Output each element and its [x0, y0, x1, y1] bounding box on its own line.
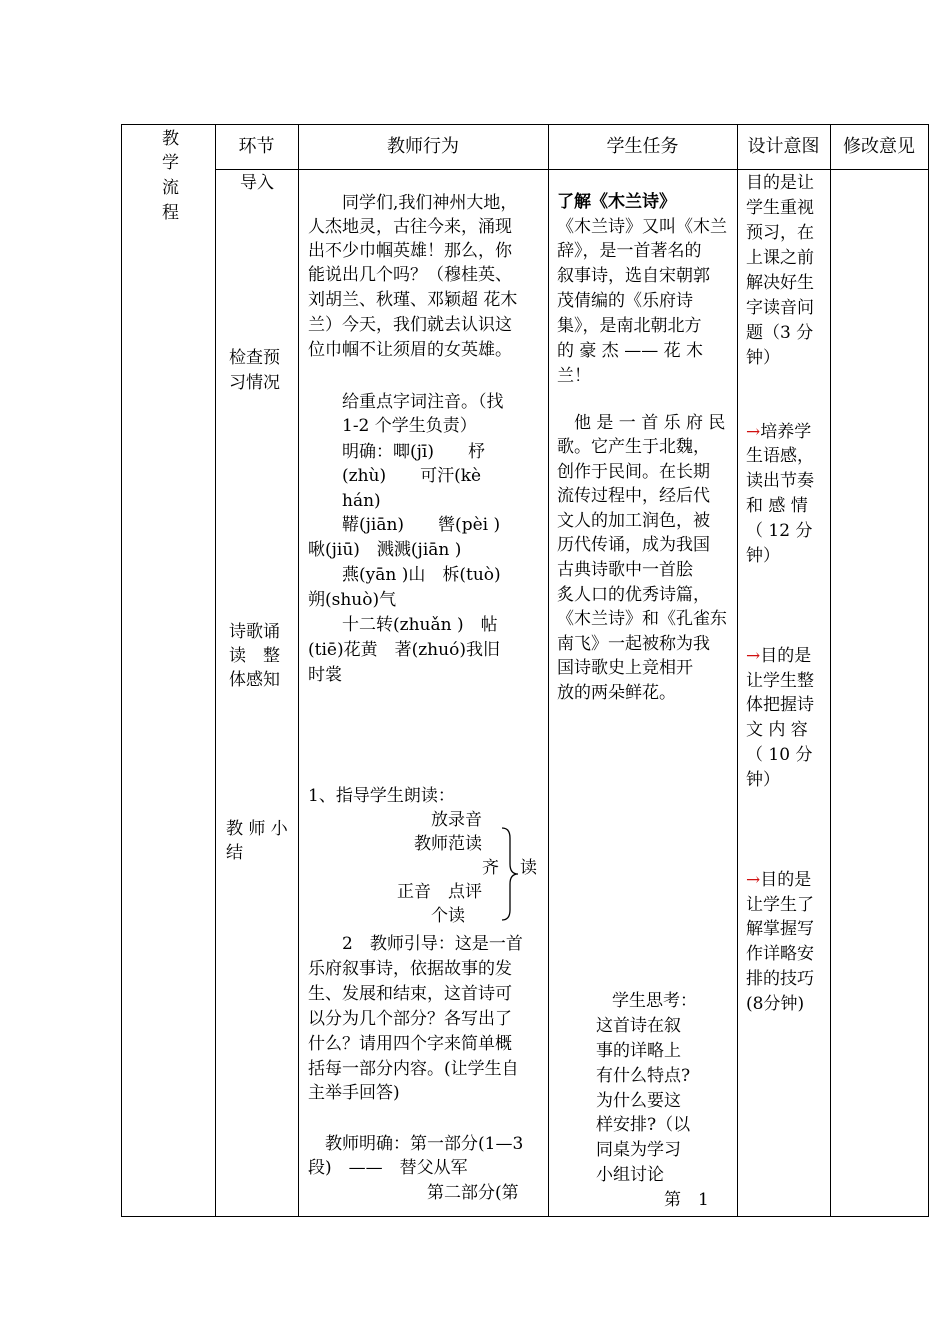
- text-line: 能说出几个吗？（穆桂英、: [308, 265, 512, 285]
- text-line: 位巾帼不让须眉的女英雄。: [308, 340, 512, 360]
- text-line: 茂倩编的《乐府诗: [557, 291, 693, 311]
- text-line: (8分钟): [746, 994, 805, 1014]
- text-line: (zhù) 可汗(kè: [308, 466, 482, 486]
- text-line: 以分为几个部分？各写出了: [308, 1009, 512, 1029]
- text-line: [746, 421, 811, 445]
- reading-step: 正音 点评: [397, 882, 482, 902]
- table-right-border: [928, 124, 929, 1217]
- reading-step: 放录音: [431, 810, 482, 830]
- text-line: 同桌为学习: [596, 1140, 681, 1160]
- right-brace-icon: [500, 826, 520, 922]
- text-line: [746, 645, 811, 669]
- text-line: 让学生了: [746, 895, 814, 915]
- teacher-guide-title: 1、指导学生朗读：: [308, 786, 455, 806]
- student-title: 了解《木兰诗》: [557, 192, 676, 212]
- col-divider-2: [298, 124, 299, 1217]
- col-divider-5: [830, 124, 831, 1217]
- table-bottom-border: [121, 1216, 929, 1217]
- col-divider-3: [548, 124, 549, 1217]
- text-line: 上课之前: [746, 248, 814, 268]
- text-line: 明确：唧(jī) 杼: [308, 442, 485, 462]
- text-line: 什么？请用四个字来简单概: [308, 1034, 512, 1054]
- text-line: 2 教师引导：这是一首: [308, 934, 523, 954]
- reading-brace-label: 读: [520, 858, 537, 878]
- text-line: 和 感 情: [746, 496, 808, 516]
- text-line: 样安排?（以: [596, 1115, 691, 1135]
- col-divider-1: [215, 124, 216, 1217]
- text-line: 小组讨论: [596, 1165, 664, 1185]
- text-line: 第 1: [596, 1190, 709, 1210]
- header-bottom-border: [215, 169, 929, 170]
- text-line: 辞》，是一首著名的: [557, 241, 702, 261]
- segment-recite-line: 体感知: [229, 670, 280, 690]
- header-revise: 修改意见: [843, 136, 915, 157]
- text-line: 排的技巧: [746, 969, 814, 989]
- text-line: 古典诗歌中一首脍: [557, 560, 693, 580]
- segment-recite-line: 诗歌诵: [229, 622, 280, 642]
- segment-check-line: 习情况: [229, 373, 280, 393]
- text-line: 钟）: [746, 546, 780, 566]
- text-line: 教师明确：第一部分(1—3: [308, 1134, 524, 1154]
- table-left-border: [121, 124, 122, 1217]
- text-line: 歌。它产生于北魏，: [557, 437, 710, 457]
- text-line: 这首诗在叙: [596, 1016, 681, 1036]
- text-line: 历代传诵，成为我国: [557, 535, 710, 555]
- text-line: 学生重视: [746, 198, 814, 218]
- text-line: 兰！: [557, 366, 591, 386]
- text-line: 创作于民间。在长期: [557, 462, 710, 482]
- text-line: （ 10 分: [746, 745, 813, 765]
- text-line: 段) —— 替父从军: [308, 1158, 468, 1178]
- text-line: 炙人口的优秀诗篇，: [557, 585, 710, 605]
- text-line: 燕(yān )山 柝(tuò): [308, 565, 501, 585]
- text-line: 解决好生: [746, 273, 814, 293]
- text-line: 兰）今天，我们就去认识这: [308, 315, 512, 335]
- right-arrow-icon: →: [746, 422, 761, 442]
- segment-intro: 导入: [240, 173, 274, 193]
- text-line: 主举手回答): [308, 1083, 400, 1103]
- header-design: 设计意图: [747, 136, 820, 157]
- segment-summary-line: 教 师 小: [226, 819, 288, 839]
- text-line: （ 12 分: [746, 521, 813, 541]
- text-line: 十二转(zhuǎn ) 帖: [308, 615, 498, 635]
- text-line: 国诗歌史上竞相开: [557, 658, 693, 678]
- side-label-char: 程: [162, 203, 179, 223]
- text-line: 乐府叙事诗，依据故事的发: [308, 959, 512, 979]
- text-line: 流传过程中，经后代: [557, 486, 710, 506]
- text-line: 作详略安: [746, 944, 814, 964]
- segment-summary-line: 结: [226, 843, 243, 863]
- text-line: (tiē)花黄 著(zhuó)我旧: [308, 640, 500, 660]
- right-arrow-icon: →: [746, 870, 761, 890]
- text-line: 生、发展和结束，这首诗可: [308, 984, 512, 1004]
- col-divider-4: [737, 124, 738, 1217]
- text-line: 生语感，: [746, 446, 814, 466]
- text-line: 文人的加工润色，被: [557, 511, 710, 531]
- text-line: [746, 869, 811, 893]
- side-label-char: 流: [162, 178, 179, 198]
- text-line: 人杰地灵，古往今来，涌现: [308, 217, 512, 237]
- text-line: 读出节奏: [746, 471, 814, 491]
- text-fragment: 培养学: [760, 422, 812, 442]
- header-student: 学生任务: [606, 136, 679, 157]
- text-line: 《木兰诗》和《孔雀东: [557, 609, 727, 629]
- text-line: 《木兰诗》又叫《木兰: [557, 217, 727, 237]
- reading-step: 教师范读: [414, 834, 482, 854]
- text-line: 南飞》一起被称为我: [557, 634, 710, 654]
- text-line: 鞯(jiān) 辔(pèi ): [308, 515, 501, 535]
- text-line: hán): [308, 491, 381, 511]
- text-line: 叙事诗，选自宋朝郭: [557, 266, 710, 286]
- text-fragment: 目的是: [760, 646, 812, 666]
- text-line: 的 豪 杰 —— 花 木: [557, 341, 704, 361]
- text-line: 给重点字词注音。（找: [308, 392, 504, 412]
- text-line: 文 内 容: [746, 720, 808, 740]
- header-teacher: 教师行为: [387, 136, 459, 157]
- text-line: 事的详略上: [596, 1041, 681, 1061]
- text-line: 括每一部分内容。(让学生自: [308, 1059, 519, 1079]
- segment-check-line: 检查预: [229, 348, 280, 368]
- text-line: 钟）: [746, 348, 780, 368]
- text-line: 第二部分(第: [308, 1183, 519, 1203]
- text-line: 为什么要这: [596, 1091, 681, 1111]
- text-line: 啾(jiū) 溅溅(jiān ): [308, 540, 462, 560]
- text-line: 放的两朵鲜花。: [557, 683, 676, 703]
- text-fragment: 目的是: [760, 870, 812, 890]
- text-line: 字读音问: [746, 298, 814, 318]
- text-line: 学生思考：: [578, 991, 697, 1011]
- text-line: 钟）: [746, 770, 780, 790]
- text-line: 解掌握写: [746, 919, 814, 939]
- text-line: 让学生整: [746, 671, 814, 691]
- text-line: 目的是让: [746, 173, 814, 193]
- text-line: 题（3 分: [746, 323, 814, 343]
- text-line: 有什么特点?: [596, 1066, 691, 1086]
- side-label-char: 学: [162, 153, 179, 173]
- segment-recite-line: 读 整: [229, 646, 280, 666]
- text-line: 出不少巾帼英雄！那么，你: [308, 241, 512, 261]
- text-line: 预习，在: [746, 223, 814, 243]
- table-top-border: [121, 124, 929, 125]
- text-line: 1-2 个学生负责）: [308, 416, 477, 436]
- text-line: 他 是 一 首 乐 府 民: [557, 413, 726, 433]
- text-line: 同学们,我们神州大地，: [308, 193, 518, 213]
- header-segment: 环节: [238, 136, 275, 157]
- text-line: 体把握诗: [746, 695, 814, 715]
- side-label-char: 教: [162, 129, 179, 149]
- reading-step: 齐: [482, 858, 499, 878]
- right-arrow-icon: →: [746, 646, 761, 666]
- reading-step: 个读: [431, 906, 465, 926]
- text-line: 刘胡兰、秋瑾、邓颖超 花木: [308, 290, 518, 310]
- text-line: 时裳: [308, 665, 342, 685]
- text-line: 朔(shuò)气: [308, 590, 397, 610]
- text-line: 集》，是南北朝北方: [557, 316, 702, 336]
